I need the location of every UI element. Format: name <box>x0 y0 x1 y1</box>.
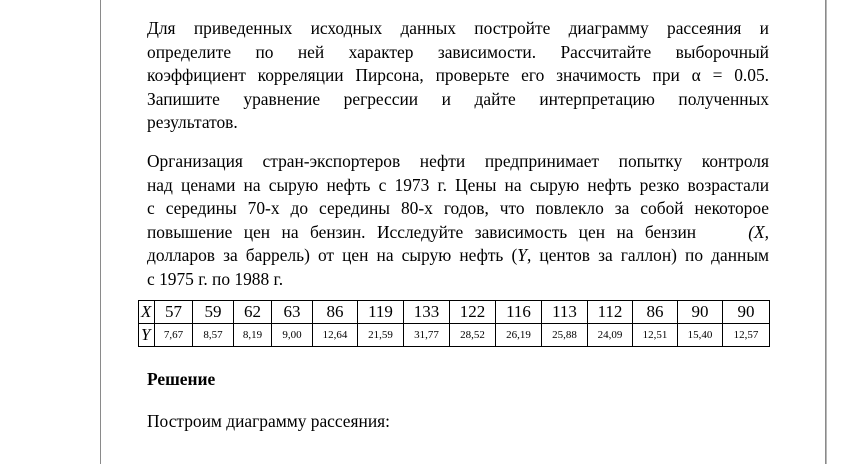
problem-line: с 1975 г. по 1988 г. <box>147 268 284 289</box>
table-cell: 63 <box>272 301 313 324</box>
page-left-edge <box>100 0 101 464</box>
table-cell: 57 <box>155 301 193 324</box>
problem-line <box>147 221 769 245</box>
row-label-y: Y <box>139 324 155 347</box>
table-cell: 7,67 <box>155 324 193 347</box>
table-cell: 90 <box>723 301 770 324</box>
task-line: определите по ней характер зависимости. Рассчитайте выборочный <box>147 41 769 62</box>
table-cell: 113 <box>542 301 588 324</box>
table-cell: 86 <box>633 301 678 324</box>
table-row-y <box>139 324 770 347</box>
task-paragraph <box>147 17 769 135</box>
problem-line-text: повышение цен на бензин. Исследуйте зависимость цен на бензин <box>147 221 697 242</box>
table-cell: 24,09 <box>588 324 633 347</box>
table-cell: 122 <box>450 301 496 324</box>
var-x-label: (X, <box>748 221 769 242</box>
table-cell: 28,52 <box>450 324 496 347</box>
table-cell: 12,57 <box>723 324 770 347</box>
problem-line: над ценами на сырую нефть с 1973 г. Цены на сырую нефть резко возрастали <box>147 174 769 195</box>
row-label-x: X <box>139 301 155 324</box>
solution-text: Построим диаграмму рассеяния: <box>147 411 390 431</box>
page-right-edge <box>825 0 826 464</box>
table-cell: 12,64 <box>313 324 358 347</box>
table-cell: 12,51 <box>633 324 678 347</box>
problem-line-text: долларов за баррель) от цен на сырую нефть ( <box>147 245 518 265</box>
table-cell: 116 <box>496 301 542 324</box>
table-cell: 119 <box>358 301 404 324</box>
table-cell: 86 <box>313 301 358 324</box>
data-table <box>138 300 770 347</box>
table-cell: 90 <box>678 301 723 324</box>
task-line: Запишите уравнение регрессии и дайте интерпретацию полученных <box>147 88 769 109</box>
table-cell: 9,00 <box>272 324 313 347</box>
table-cell: 21,59 <box>358 324 404 347</box>
task-line: коэффициент корреляции Пирсона, проверьте его значимость при α = 0.05. <box>147 65 769 85</box>
table-row-x <box>139 301 770 324</box>
table-cell: 8,19 <box>234 324 272 347</box>
table-cell: 26,19 <box>496 324 542 347</box>
task-line: результатов. <box>147 112 238 132</box>
table-cell: 62 <box>234 301 272 324</box>
table-cell: 8,57 <box>193 324 234 347</box>
problem-line: Организация стран-экспортеров нефти предпринимает попытку контроля <box>147 151 769 171</box>
table-cell: 15,40 <box>678 324 723 347</box>
table-cell: 31,77 <box>404 324 450 347</box>
problem-paragraph <box>147 150 769 291</box>
var-y-label: Y <box>517 245 527 265</box>
problem-line <box>147 244 769 268</box>
problem-line-text: , центов за галлон) по данным <box>526 245 770 265</box>
table-cell: 59 <box>193 301 234 324</box>
table-cell: 112 <box>588 301 633 324</box>
task-line: Для приведенных исходных данных постройте диаграмму рассеяния и <box>147 18 769 38</box>
table-cell: 25,88 <box>542 324 588 347</box>
problem-line: с середины 70-х до середины 80-х годов, что повлекло за собой некоторое <box>147 198 769 218</box>
table-cell: 133 <box>404 301 450 324</box>
solution-heading: Решение <box>147 369 216 389</box>
